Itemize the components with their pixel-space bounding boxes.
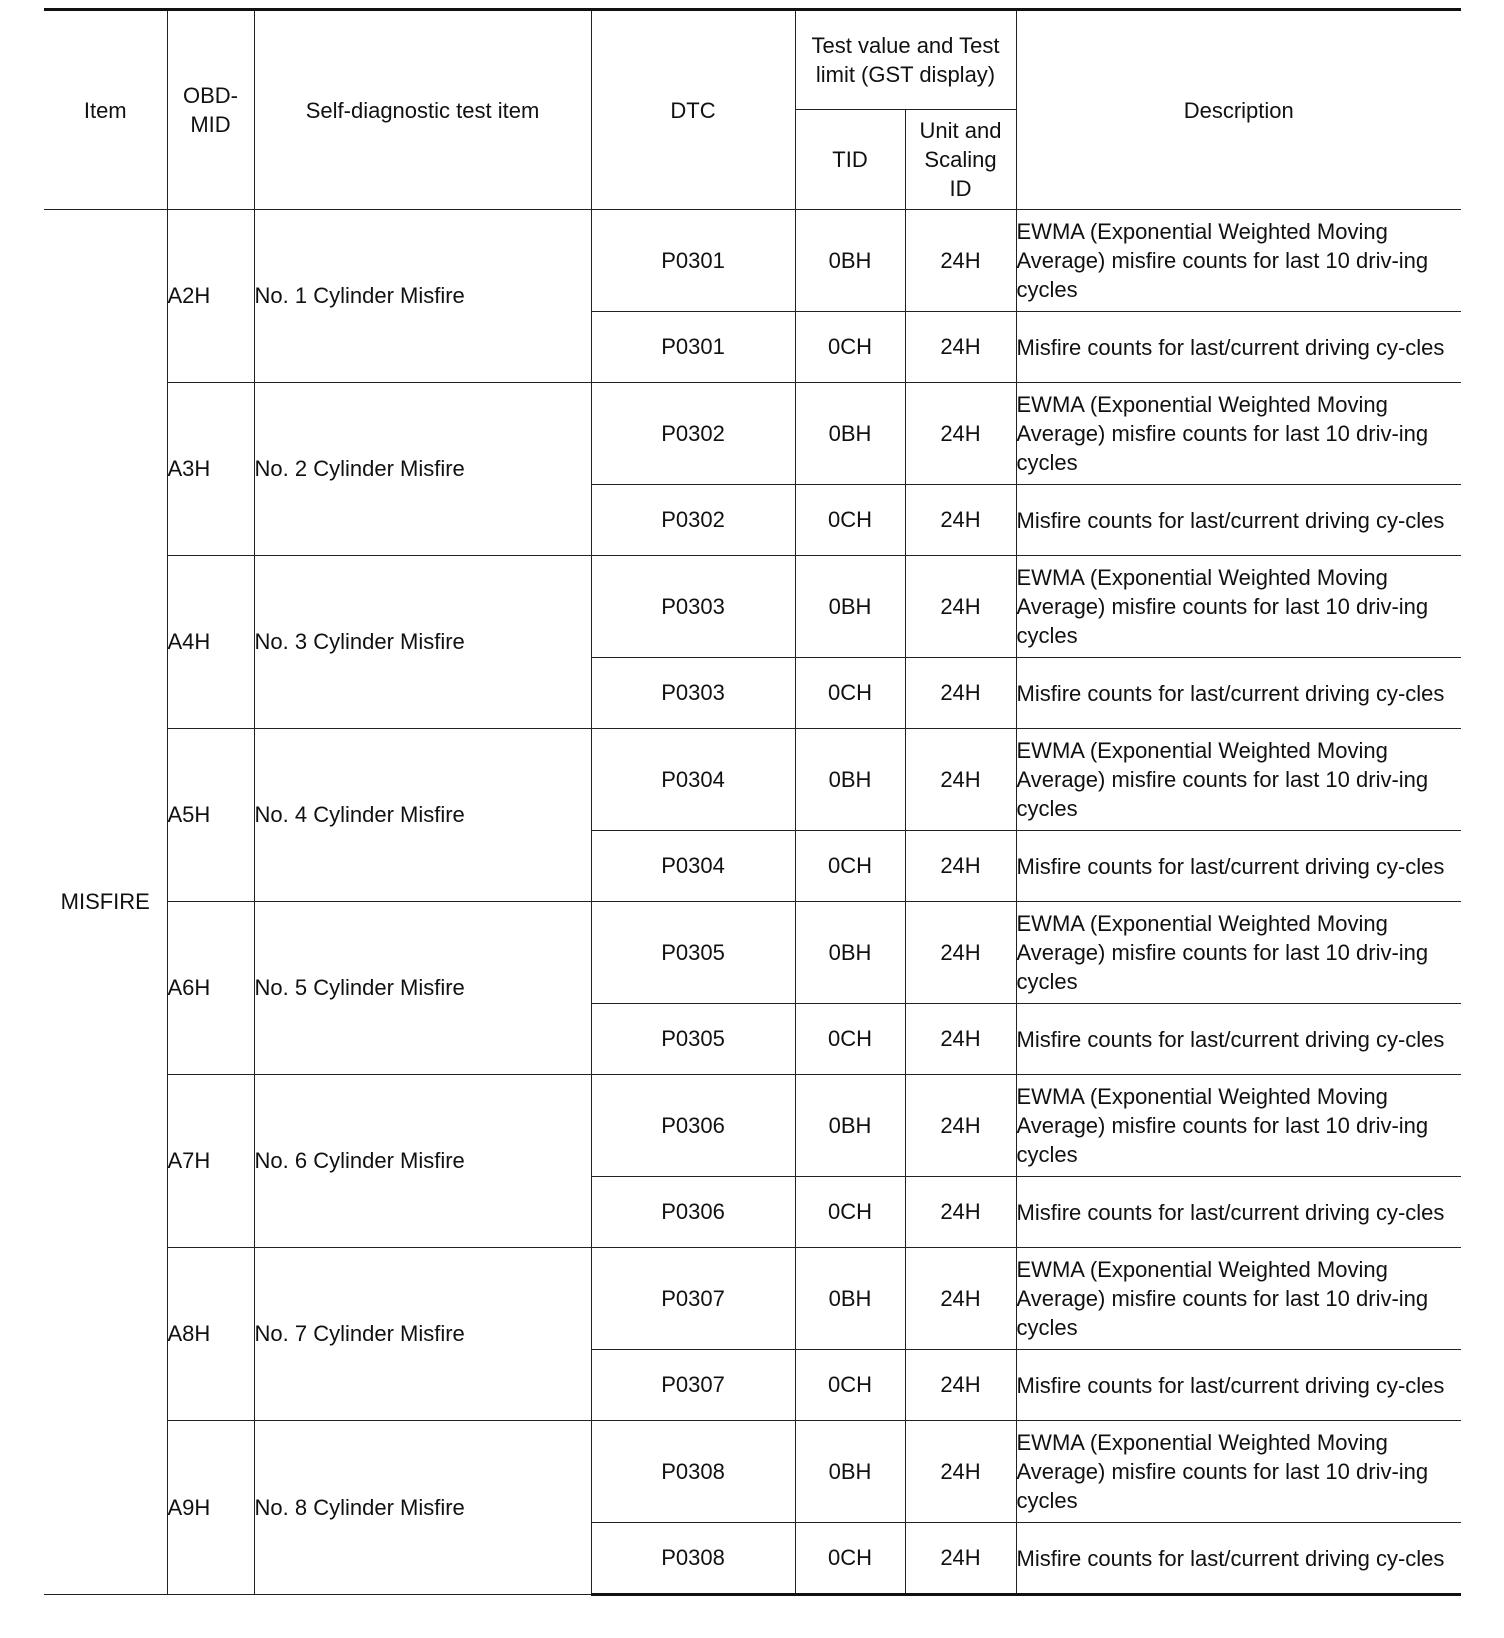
tid-cell: 0BH [795, 1421, 905, 1523]
obd-mid-cell: A9H [167, 1421, 254, 1595]
tid-cell: 0BH [795, 210, 905, 312]
description-cell: Misfire counts for last/current driving cy-cles [1016, 1004, 1461, 1075]
tid-cell: 0BH [795, 902, 905, 1004]
dtc-cell: P0302 [591, 383, 795, 485]
obd-mid-cell: A8H [167, 1248, 254, 1421]
tid-cell: 0BH [795, 383, 905, 485]
tid-cell: 0CH [795, 831, 905, 902]
tid-cell: 0CH [795, 1177, 905, 1248]
header-test-item: Self-diagnostic test item [254, 10, 591, 210]
description-cell: Misfire counts for last/current driving cy-cles [1016, 831, 1461, 902]
dtc-cell: P0306 [591, 1177, 795, 1248]
header-unit-scaling: Unit and Scaling ID [905, 110, 1016, 210]
header-test-value-group: Test value and Test limit (GST display) [795, 10, 1016, 110]
unit-scaling-cell: 24H [905, 485, 1016, 556]
description-cell: Misfire counts for last/current driving cy-cles [1016, 1177, 1461, 1248]
obd-mid-cell: A4H [167, 556, 254, 729]
tid-cell: 0CH [795, 485, 905, 556]
obd-mid-cell: A2H [167, 210, 254, 383]
unit-scaling-cell: 24H [905, 383, 1016, 485]
obd-mid-cell: A6H [167, 902, 254, 1075]
obd-mid-cell: A3H [167, 383, 254, 556]
dtc-cell: P0303 [591, 556, 795, 658]
tid-cell: 0BH [795, 556, 905, 658]
header-description: Description [1016, 10, 1461, 210]
description-cell: EWMA (Exponential Weighted Moving Average) misfire counts for last 10 driv-ing cycles [1016, 729, 1461, 831]
description-cell: Misfire counts for last/current driving cy-cles [1016, 485, 1461, 556]
unit-scaling-cell: 24H [905, 1350, 1016, 1421]
table-row [44, 729, 1461, 831]
unit-scaling-cell: 24H [905, 729, 1016, 831]
test-item-cell: No. 5 Cylinder Misfire [254, 902, 591, 1075]
unit-scaling-cell: 24H [905, 556, 1016, 658]
test-item-cell: No. 8 Cylinder Misfire [254, 1421, 591, 1595]
test-item-cell: No. 2 Cylinder Misfire [254, 383, 591, 556]
test-item-cell: No. 1 Cylinder Misfire [254, 210, 591, 383]
obd-mid-cell: A5H [167, 729, 254, 902]
table-row [44, 1075, 1461, 1177]
table-row [44, 1248, 1461, 1350]
dtc-cell: P0302 [591, 485, 795, 556]
tid-cell: 0CH [795, 1523, 905, 1595]
dtc-cell: P0307 [591, 1350, 795, 1421]
description-cell: Misfire counts for last/current driving cy-cles [1016, 312, 1461, 383]
description-cell: EWMA (Exponential Weighted Moving Average) misfire counts for last 10 driv-ing cycles [1016, 210, 1461, 312]
header-dtc: DTC [591, 10, 795, 210]
description-cell: EWMA (Exponential Weighted Moving Average) misfire counts for last 10 driv-ing cycles [1016, 1248, 1461, 1350]
unit-scaling-cell: 24H [905, 902, 1016, 1004]
unit-scaling-cell: 24H [905, 658, 1016, 729]
table-row [44, 902, 1461, 1004]
unit-scaling-cell: 24H [905, 831, 1016, 902]
test-item-cell: No. 4 Cylinder Misfire [254, 729, 591, 902]
description-cell: EWMA (Exponential Weighted Moving Average) misfire counts for last 10 driv-ing cycles [1016, 902, 1461, 1004]
obd-mid-cell: A7H [167, 1075, 254, 1248]
tid-cell: 0CH [795, 1004, 905, 1075]
table-row [44, 383, 1461, 485]
dtc-cell: P0301 [591, 210, 795, 312]
dtc-cell: P0305 [591, 902, 795, 1004]
dtc-cell: P0306 [591, 1075, 795, 1177]
unit-scaling-cell: 24H [905, 1248, 1016, 1350]
test-item-cell: No. 3 Cylinder Misfire [254, 556, 591, 729]
test-item-cell: No. 6 Cylinder Misfire [254, 1075, 591, 1248]
description-cell: EWMA (Exponential Weighted Moving Average) misfire counts for last 10 driv-ing cycles [1016, 1075, 1461, 1177]
tid-cell: 0CH [795, 1350, 905, 1421]
description-cell: EWMA (Exponential Weighted Moving Average) misfire counts for last 10 driv-ing cycles [1016, 556, 1461, 658]
dtc-cell: P0304 [591, 729, 795, 831]
dtc-cell: P0301 [591, 312, 795, 383]
unit-scaling-cell: 24H [905, 210, 1016, 312]
table-row [44, 210, 1461, 312]
header-tid: TID [795, 110, 905, 210]
dtc-cell: P0304 [591, 831, 795, 902]
dtc-cell: P0307 [591, 1248, 795, 1350]
dtc-cell: P0303 [591, 658, 795, 729]
unit-scaling-cell: 24H [905, 1004, 1016, 1075]
tid-cell: 0CH [795, 312, 905, 383]
table-row [44, 556, 1461, 658]
dtc-cell: P0305 [591, 1004, 795, 1075]
description-cell: EWMA (Exponential Weighted Moving Average) misfire counts for last 10 driv-ing cycles [1016, 1421, 1461, 1523]
test-item-cell: No. 7 Cylinder Misfire [254, 1248, 591, 1421]
description-cell: Misfire counts for last/current driving cy-cles [1016, 658, 1461, 729]
description-cell: Misfire counts for last/current driving cy-cles [1016, 1523, 1461, 1595]
unit-scaling-cell: 24H [905, 1523, 1016, 1595]
item-cell: MISFIRE [44, 210, 167, 1595]
description-cell: Misfire counts for last/current driving cy-cles [1016, 1350, 1461, 1421]
unit-scaling-cell: 24H [905, 1421, 1016, 1523]
tid-cell: 0BH [795, 729, 905, 831]
description-cell: EWMA (Exponential Weighted Moving Average) misfire counts for last 10 driv-ing cycles [1016, 383, 1461, 485]
misfire-obd-table [44, 8, 1461, 1596]
dtc-cell: P0308 [591, 1421, 795, 1523]
table-row [44, 1421, 1461, 1523]
unit-scaling-cell: 24H [905, 1075, 1016, 1177]
dtc-cell: P0308 [591, 1523, 795, 1595]
tid-cell: 0BH [795, 1075, 905, 1177]
unit-scaling-cell: 24H [905, 1177, 1016, 1248]
tid-cell: 0CH [795, 658, 905, 729]
header-item: Item [44, 10, 167, 210]
unit-scaling-cell: 24H [905, 312, 1016, 383]
tid-cell: 0BH [795, 1248, 905, 1350]
header-obd-mid: OBD-MID [167, 10, 254, 210]
